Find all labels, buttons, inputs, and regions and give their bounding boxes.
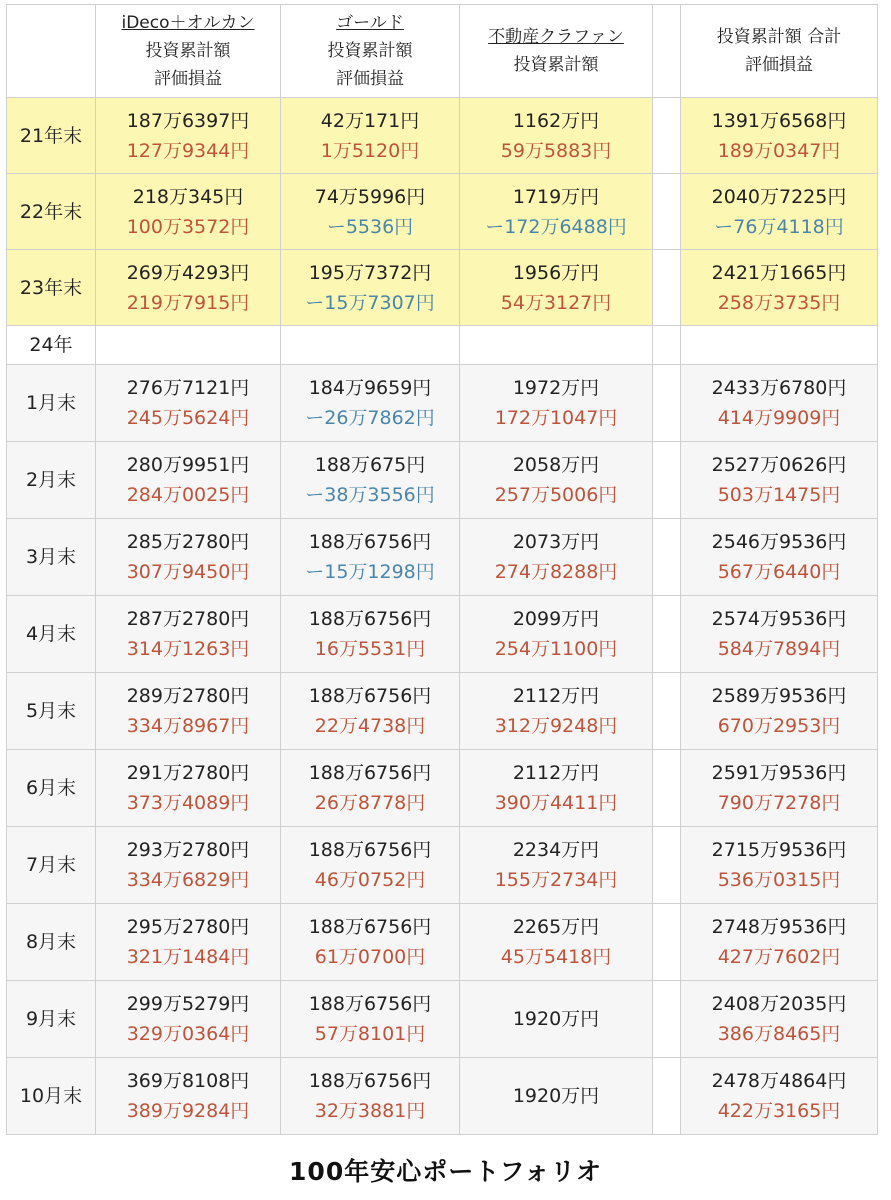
cell-gold — [281, 827, 460, 904]
profit-loss-value: ー38万3556円 — [305, 484, 435, 506]
cell-total — [681, 750, 878, 827]
cell-total — [681, 827, 878, 904]
profit-loss-value: 172万1047円 — [494, 407, 618, 429]
investment-value: 289万2780円 — [126, 685, 250, 707]
cell-gap — [653, 904, 681, 981]
cell-gap — [653, 326, 681, 365]
cell-ideco — [96, 326, 281, 365]
investment-value: 188万6756円 — [308, 762, 432, 784]
investment-value: 2112万円 — [512, 685, 600, 707]
investment-value: 188万6756円 — [308, 685, 432, 707]
cell-gap — [653, 981, 681, 1058]
cell-ideco — [96, 250, 281, 326]
profit-loss-value: 307万9450円 — [126, 561, 250, 583]
investment-value: 1719万円 — [512, 185, 600, 208]
table-row — [7, 442, 878, 519]
table-row — [7, 673, 878, 750]
cell-ideco — [96, 596, 281, 673]
cell-total — [681, 365, 878, 442]
header-gap — [653, 5, 681, 98]
investment-value: 2040万7225円 — [711, 185, 847, 208]
investment-value: 2591万9536円 — [711, 762, 847, 784]
cell-crowdfunding — [460, 1058, 653, 1135]
investment-value: 276万7121円 — [126, 377, 250, 399]
investment-value: 285万2780円 — [126, 531, 250, 553]
cell-total — [681, 904, 878, 981]
page-title: 100年安心ポートフォリオ — [289, 1157, 602, 1186]
profit-loss-value: 312万9248円 — [494, 715, 618, 737]
header-crowdfunding-line2: 投資累計額 — [513, 55, 599, 75]
cell-ideco — [96, 827, 281, 904]
header-gold-line3: 評価損益 — [336, 69, 404, 89]
header-corner — [7, 5, 96, 98]
cell-crowdfunding — [460, 98, 653, 174]
profit-loss-value: 414万9909円 — [717, 407, 841, 429]
row-label: 23年末 — [7, 250, 96, 326]
header-crowdfunding — [460, 5, 653, 98]
header-gold-line2: 投資累計額 — [327, 41, 413, 61]
profit-loss-value: ー15万7307円 — [305, 291, 435, 314]
investment-value: 188万6756円 — [308, 531, 432, 553]
profit-loss-value: 61万0700円 — [314, 946, 426, 968]
cell-total — [681, 326, 878, 365]
profit-loss-value: ー76万4118円 — [714, 215, 844, 238]
header-gold-name: ゴールド — [336, 13, 404, 33]
investment-value: 42万171円 — [320, 109, 420, 132]
profit-loss-value: 59万5883円 — [500, 139, 612, 162]
investment-value: 1972万円 — [512, 377, 600, 399]
profit-loss-value: 127万9344円 — [126, 139, 250, 162]
profit-loss-value: 321万1484円 — [126, 946, 250, 968]
profit-loss-value: 567万6440円 — [717, 561, 841, 583]
cell-total — [681, 981, 878, 1058]
investment-value: 195万7372円 — [308, 261, 432, 284]
cell-gold — [281, 904, 460, 981]
table-row — [7, 827, 878, 904]
investment-value: 2433万6780円 — [711, 377, 847, 399]
cell-ideco — [96, 1058, 281, 1135]
profit-loss-value: 389万9284円 — [126, 1100, 250, 1122]
cell-total — [681, 174, 878, 250]
cell-gap — [653, 673, 681, 750]
investment-value: 2589万9536円 — [711, 685, 847, 707]
investment-value: 1391万6568円 — [711, 109, 847, 132]
cell-gap — [653, 596, 681, 673]
cell-gap — [653, 827, 681, 904]
cell-gap — [653, 365, 681, 442]
investment-value: 2408万2035円 — [711, 993, 847, 1015]
profit-loss-value: 45万5418円 — [500, 946, 612, 968]
row-label: 21年末 — [7, 98, 96, 174]
cell-ideco — [96, 750, 281, 827]
cell-ideco — [96, 519, 281, 596]
investment-value: 2112万円 — [512, 762, 600, 784]
cell-gold — [281, 442, 460, 519]
cell-total — [681, 442, 878, 519]
investment-value: 2546万9536円 — [711, 531, 847, 553]
cell-crowdfunding — [460, 326, 653, 365]
investment-value: 74万5996円 — [314, 185, 426, 208]
cell-gold — [281, 519, 460, 596]
cell-ideco — [96, 365, 281, 442]
cell-ideco — [96, 673, 281, 750]
row-label: 5月末 — [7, 673, 96, 750]
profit-loss-value: 219万7915円 — [126, 291, 250, 314]
profit-loss-value: 334万6829円 — [126, 869, 250, 891]
cell-ideco — [96, 904, 281, 981]
investment-value: 280万9951円 — [126, 454, 250, 476]
table-row — [7, 981, 878, 1058]
table-row — [7, 174, 878, 250]
profit-loss-value: ー5536円 — [326, 215, 414, 238]
cell-gap — [653, 519, 681, 596]
profit-loss-value: 46万0752円 — [314, 869, 426, 891]
investment-value: 1162万円 — [512, 109, 600, 132]
header-crowdfunding-name: 不動産クラファン — [488, 27, 624, 47]
investment-value: 2058万円 — [512, 454, 600, 476]
investment-value: 188万675円 — [314, 454, 426, 476]
cell-gold — [281, 596, 460, 673]
header-ideco-name: iDeco＋オルカン — [121, 13, 255, 33]
cell-crowdfunding — [460, 442, 653, 519]
investment-value: 218万345円 — [132, 185, 244, 208]
cell-ideco — [96, 174, 281, 250]
investment-value: 293万2780円 — [126, 839, 250, 861]
row-label: 22年末 — [7, 174, 96, 250]
investment-value: 188万6756円 — [308, 916, 432, 938]
profit-loss-value: 373万4089円 — [126, 792, 250, 814]
cell-gap — [653, 250, 681, 326]
cell-gold — [281, 326, 460, 365]
investment-value: 2478万4864円 — [711, 1070, 847, 1092]
profit-loss-value: 584万7894円 — [717, 638, 841, 660]
investment-value: 2715万9536円 — [711, 839, 847, 861]
profit-loss-value: ー172万6488円 — [485, 215, 627, 238]
investment-value: 1920万円 — [512, 1085, 600, 1107]
cell-crowdfunding — [460, 250, 653, 326]
row-label: 9月末 — [7, 981, 96, 1058]
portfolio-table — [6, 4, 878, 1135]
cell-total — [681, 673, 878, 750]
profit-loss-value: 54万3127円 — [500, 291, 612, 314]
investment-value: 295万2780円 — [126, 916, 250, 938]
profit-loss-value: 22万4738円 — [314, 715, 426, 737]
investment-value: 2748万9536円 — [711, 916, 847, 938]
cell-crowdfunding — [460, 596, 653, 673]
profit-loss-value: 536万0315円 — [717, 869, 841, 891]
cell-gap — [653, 174, 681, 250]
cell-crowdfunding — [460, 827, 653, 904]
row-label: 4月末 — [7, 596, 96, 673]
cell-total — [681, 98, 878, 174]
profit-loss-value: ー15万1298円 — [305, 561, 435, 583]
table-row — [7, 326, 878, 365]
investment-value: 291万2780円 — [126, 762, 250, 784]
investment-value: 184万9659円 — [308, 377, 432, 399]
profit-loss-value: 274万8288円 — [494, 561, 618, 583]
profit-loss-value: 329万0364円 — [126, 1023, 250, 1045]
cell-gap — [653, 98, 681, 174]
profit-loss-value: 16万5531円 — [314, 638, 426, 660]
profit-loss-value: 314万1263円 — [126, 638, 250, 660]
profit-loss-value: 155万2734円 — [494, 869, 618, 891]
profit-loss-value: 32万3881円 — [314, 1100, 426, 1122]
cell-crowdfunding — [460, 673, 653, 750]
cell-gold — [281, 981, 460, 1058]
cell-gap — [653, 442, 681, 519]
investment-value: 1920万円 — [512, 1008, 600, 1030]
row-label: 6月末 — [7, 750, 96, 827]
table-row — [7, 750, 878, 827]
profit-loss-value: 790万7278円 — [717, 792, 841, 814]
investment-value: 188万6756円 — [308, 839, 432, 861]
investment-value: 187万6397円 — [126, 109, 250, 132]
profit-loss-value: 100万3572円 — [126, 215, 250, 238]
cell-gold — [281, 98, 460, 174]
profit-loss-value: 1万5120円 — [320, 139, 420, 162]
row-label: 2月末 — [7, 442, 96, 519]
profit-loss-value: 284万0025円 — [126, 484, 250, 506]
investment-value: 188万6756円 — [308, 1070, 432, 1092]
investment-value: 269万4293円 — [126, 261, 250, 284]
investment-value: 188万6756円 — [308, 993, 432, 1015]
cell-crowdfunding — [460, 174, 653, 250]
investment-value: 2265万円 — [512, 916, 600, 938]
table-row — [7, 250, 878, 326]
header-gold — [281, 5, 460, 98]
investment-value: 2099万円 — [512, 608, 600, 630]
cell-crowdfunding — [460, 750, 653, 827]
cell-ideco — [96, 442, 281, 519]
row-label: 10月末 — [7, 1058, 96, 1135]
cell-gold — [281, 174, 460, 250]
profit-loss-value: 427万7602円 — [717, 946, 841, 968]
investment-value: 287万2780円 — [126, 608, 250, 630]
cell-crowdfunding — [460, 519, 653, 596]
investment-value: 369万8108円 — [126, 1070, 250, 1092]
profit-loss-value: 57万8101円 — [314, 1023, 426, 1045]
profit-loss-value: 390万4411円 — [494, 792, 618, 814]
profit-loss-value: ー26万7862円 — [305, 407, 435, 429]
table-row — [7, 365, 878, 442]
row-label: 8月末 — [7, 904, 96, 981]
cell-gold — [281, 1058, 460, 1135]
profit-loss-value: 254万1100円 — [494, 638, 618, 660]
profit-loss-value: 245万5624円 — [126, 407, 250, 429]
profit-loss-value: 257万5006円 — [494, 484, 618, 506]
profit-loss-value: 26万8778円 — [314, 792, 426, 814]
header-ideco — [96, 5, 281, 98]
row-label: 1月末 — [7, 365, 96, 442]
investment-value: 2073万円 — [512, 531, 600, 553]
table-row — [7, 1058, 878, 1135]
cell-gold — [281, 365, 460, 442]
cell-total — [681, 519, 878, 596]
cell-total — [681, 596, 878, 673]
table-row — [7, 519, 878, 596]
cell-crowdfunding — [460, 981, 653, 1058]
header-ideco-line3: 評価損益 — [154, 69, 222, 89]
row-label: 24年 — [7, 326, 96, 365]
profit-loss-value: 422万3165円 — [717, 1100, 841, 1122]
cell-total — [681, 250, 878, 326]
cell-crowdfunding — [460, 365, 653, 442]
row-label: 3月末 — [7, 519, 96, 596]
table-row — [7, 98, 878, 174]
profit-loss-value: 386万8465円 — [717, 1023, 841, 1045]
header-total-line2: 評価損益 — [745, 55, 813, 75]
profit-loss-value: 189万0347円 — [717, 139, 841, 162]
profit-loss-value: 334万8967円 — [126, 715, 250, 737]
header-row — [7, 5, 878, 98]
investment-value: 2574万9536円 — [711, 608, 847, 630]
cell-gold — [281, 673, 460, 750]
cell-gold — [281, 250, 460, 326]
profit-loss-value: 503万1475円 — [717, 484, 841, 506]
cell-gap — [653, 750, 681, 827]
cell-gold — [281, 750, 460, 827]
investment-value: 1956万円 — [512, 261, 600, 284]
profit-loss-value: 258万3735円 — [717, 291, 841, 314]
cell-gap — [653, 1058, 681, 1135]
table-row — [7, 904, 878, 981]
cell-ideco — [96, 98, 281, 174]
investment-value: 299万5279円 — [126, 993, 250, 1015]
cell-total — [681, 1058, 878, 1135]
header-total-name: 投資累計額 合計 — [716, 27, 842, 47]
row-label: 7月末 — [7, 827, 96, 904]
cell-crowdfunding — [460, 904, 653, 981]
investment-value: 2527万0626円 — [711, 454, 847, 476]
header-ideco-line2: 投資累計額 — [145, 41, 231, 61]
investment-value: 2421万1665円 — [711, 261, 847, 284]
table-row — [7, 596, 878, 673]
profit-loss-value: 670万2953円 — [717, 715, 841, 737]
header-total — [681, 5, 878, 98]
investment-value: 2234万円 — [512, 839, 600, 861]
cell-ideco — [96, 981, 281, 1058]
investment-value: 188万6756円 — [308, 608, 432, 630]
